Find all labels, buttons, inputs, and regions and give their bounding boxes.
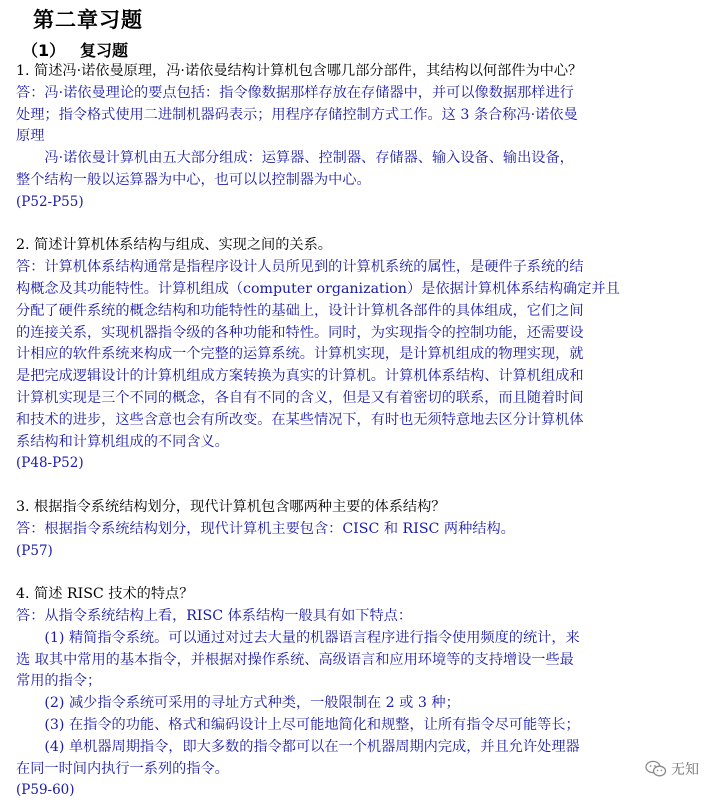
section-number: （1） xyxy=(22,41,66,60)
chapter-title: 第二章习题 xyxy=(33,8,143,32)
answer-line: 构概念及其功能特性。计算机组成（computer organization）是依据计算机体系结构确定并且 xyxy=(16,281,620,297)
question-line: 3. 根据指令系统结构划分，现代计算机包含哪两种主要的体系结构？ xyxy=(16,499,446,515)
answer-line: 选 取其中常用的基本指令，并根据对操作系统、高级语言和应用环境等的支持增设一些最 xyxy=(16,651,574,668)
answer-line: 整个结构一般以运算器为中心，也可以以控制器为中心。 xyxy=(16,172,371,188)
answer-line: (2) 减少指令系统可采用的寻址方式种类，一般限制在 2 或 3 种； xyxy=(16,695,460,712)
answer-line: (3) 在指令的功能、格式和编码设计上尽可能地简化和规整，让所有指令尽可能等长； xyxy=(16,717,580,733)
wechat-icon xyxy=(645,760,667,778)
answer-line: 处理；指令格式使用二进制机器码表示；用程序存储控制方式工作。这 3 条合称冯·诺依曼 xyxy=(16,106,578,123)
question-line: 4. 简述 RISC 技术的特点？ xyxy=(16,586,194,603)
question-line: 2. 简述计算机体系结构与组成、实现之间的关系。 xyxy=(16,237,332,254)
answer-line: 冯·诺依曼计算机由五大部分组成：运算器、控制器、存储器、输入设备、输出设备， xyxy=(16,150,574,167)
answer-line: 系结构和计算机组成的不同含义。 xyxy=(16,433,229,450)
answer-line: 常用的指令； xyxy=(16,673,102,690)
answer-line: 是把完成逻辑设计的计算机组成方案转换为真实的计算机。计算机体系结构、计算机组成和 xyxy=(16,368,584,385)
answer-line: 和技术的进步，这些含意也会有所改变。在某些情况下，有时也无须特意地去区分计算机体 xyxy=(16,411,584,428)
answer-line: 原理 xyxy=(16,128,45,145)
watermark xyxy=(645,759,699,779)
answer-line: (4) 单机器周期指令，即大多数的指令都可以在一个机器周期内完成，并且允许处理器 xyxy=(16,738,580,755)
section-title xyxy=(22,38,128,61)
answer-line: 答：从指令系统结构上看，RISC 体系结构一般具有如下特点： xyxy=(16,608,413,624)
answer-line: 分配了硬件系统的概念结构和功能特性的基础上，设计计算机各部件的具体组成，它们之间 xyxy=(16,302,584,319)
answer-line: 答：冯·诺依曼理论的要点包括：指令像数据那样存放在存储器中，并可以像数据那样进行 xyxy=(16,84,574,101)
answer-line: 答：计算机体系结构通常是指程序设计人员所见到的计算机系统的属性，是硬件子系统的结 xyxy=(16,259,584,276)
answer-line: (1) 精简指令系统。可以通过对过去大量的机器语言程序进行指令使用频度的统计，来 xyxy=(16,629,580,646)
page-reference: (P59-60) xyxy=(16,782,75,799)
answer-line: 计算机实现是三个不同的概念，各自有不同的含义，但是又有着密切的联系，而且随着时间 xyxy=(16,390,584,406)
answer-line: 的连接关系，实现机器指令级的各种功能和特性。同时，为实现指令的控制功能，还需要设 xyxy=(16,324,584,341)
answer-line: 在同一时间内执行一系列的指令。 xyxy=(16,760,229,777)
answer-line: 答：根据指令系统结构划分，现代计算机主要包含：CISC 和 RISC 两种结构。 xyxy=(16,520,515,537)
answer-line: 计相应的软件系统来构成一个完整的运算系统。计算机实现，是计算机组成的物理实现，就 xyxy=(16,346,584,363)
page-reference: (P48-P52) xyxy=(16,455,84,472)
watermark-label: 无知 xyxy=(671,762,699,778)
page-reference: (P57) xyxy=(16,542,53,559)
page-reference: (P52-P55) xyxy=(16,193,84,210)
question-line: 1. 简述冯·诺依曼原理，冯·诺依曼结构计算机包含哪几部分部件，其结构以何部件为中心？ xyxy=(16,63,583,79)
section-label: 复习题 xyxy=(80,41,129,60)
